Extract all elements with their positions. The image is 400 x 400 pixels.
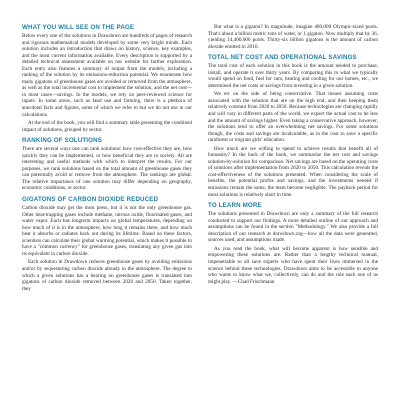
section-heading-gigatons: GIGATONS OF CARBON DIOXIDE REDUCED bbox=[22, 196, 159, 204]
paragraph: Each solution in Drawdown reduces greenhouse gases by avoiding emissions and/or by sequestering carbon dioxide already in the atmosphere. The degree to which a given solutions has a bearing on greenhouse gases is translated into gigatons of carbon dioxide removed between 2020 and 2050. Taken together, they bbox=[22, 259, 192, 292]
section-heading-ranking: RANKING OF SOLUTIONS bbox=[22, 137, 102, 145]
paragraph: As you read the book, what will become apparent is how sensible and empowering these solutions are. Rather than a lengthy technical manual, impenetrable to all save experts who have spent their lives immersed in the science behind these technologies, Drawdown aims to be accessible to anyone who wants to know what we, collectively, can do and the role each one of us might play. —Chad Frischmann bbox=[208, 245, 378, 285]
paragraph: The total cost of each solution in this book is the amount needed to purchase, install, and operate it over thirty years. By comparing this to what we typically would spend on food, fuel for cars, heating and cooling for our homes, etc., we determined the net costs or savings from investing in a given solution. bbox=[208, 63, 378, 89]
paragraph: Carbon dioxide may get the most press, but it is not the only greenhouse gas. Other heat-trapping gases include methane, nitrous oxide, fluorinated gases, and water vapor. Each has longterm impacts on global temperatures, depending on how much of it is in the atmosphere, how long it remains there, and how much heat it absorbs or radiates back out during its lifetime. Based on these factors, scientists can calculate their global warming potential, which makes it possible to have a "common currency" for greenhouse gases, translating any given gas into its equivalent in carbon dioxide. bbox=[22, 205, 192, 257]
paragraph: At the end of the book, you will find a summary table presenting the combined impact of solutions, grouped by sector. bbox=[22, 120, 192, 133]
paragraph: We err on the side of being conservative. That means assuming costs associated with the solution that are on the high end, and then keeping them relatively constant from 2020 to 2050. Because technologies are changing rapidly and will vary in different parts of the world, we expect the actual cost to be less and the amount of savings higher. Even taking a conservative approach, however, the solutions tend to offer an overwhelming net savings. For some solutions though, the costs and savings are incalculable, as in the cost to save a specific rainforest or migrant girls' education. bbox=[208, 91, 378, 144]
left-column bbox=[22, 24, 192, 390]
paragraph: Below every one of the solutions in Drawdown are hundreds of pages of research and rigorous mathematical models developed by some very bright minds. Each solution includes an introduction that draws on history, science, key examples, and the most current information available. Every description is supported by a detailed technical assessment available on our website for further exploration. Each entry also features a summary of output from the models, including a ranking of the solution by its emissions-reduction potential. We enumerate how many gigatons of greenhouse gases are avoided or removed from the atmosphere, as well as the total incremental cost to implement the solution, and the net cost—in most cases—savings. In the models, we rely on peer-reviewed science for inputs. In some areas, such as land use and farming, there is a plethora of anecdotal facts and figures, some of which we refer to but we do not use in our calculations. bbox=[22, 33, 192, 118]
paragraph: But what is a gigaton? In magnitude, imagine 400,000 Olympic-sized pools. That's about a billion metric tons of water, or 1 gigaton. Now multiply that by 36, yielding 14,400,000 pools. Thirty-six billion gigatons is the amount of carbon dioxide emitted in 2016. bbox=[208, 24, 378, 50]
section-heading-what-you-will-see: WHAT YOU WILL SEE ON THE PAGE bbox=[22, 24, 135, 31]
paragraph: How much are we willing to spend to achieve results that benefit all of humanity? In the back of the book, we summarize the net cost and savings solution-by-solution for comparison. Net savings are based on the operating costs of solutions after implementation from 2020 to 2050. This calculation reveals the cost-effectiveness of the solutions presented. When considering the scale of benefits, the potential profits and savings, and the investments needed if emissions remain the same, the team become negligible. The payback period for most solutions is relatively short in time. bbox=[208, 145, 378, 198]
section-heading-net-cost: TOTAL NET COST AND OPERATIONAL SAVINGS bbox=[208, 54, 357, 62]
right-column bbox=[208, 24, 378, 390]
section-heading-to-learn-more: TO LEARN MORE bbox=[208, 202, 262, 210]
paragraph: The solutions presented in Drawdown are only a summary of the full research conducted to support our findings. A more detailed outline of our approach and assumptions can be found in the section "Methodology." We also provide a full description of our research at drawdown.org—how all the data were generated, sources used, and assumptions made. bbox=[208, 211, 378, 244]
paragraph: There are several ways one can rank solutions: how cost-effective they are, how quickly they can be implemented, or how beneficial they are to society. All are interesting and useful methods with which to interpret the results. For our purposes, we rank solutions based on the total amount of greenhouse gases they can potentially avoid or remove from the atmosphere. The rankings are global. The relative importance of one solution may differ depending on geography, economic conditions, or sector. bbox=[22, 146, 192, 192]
